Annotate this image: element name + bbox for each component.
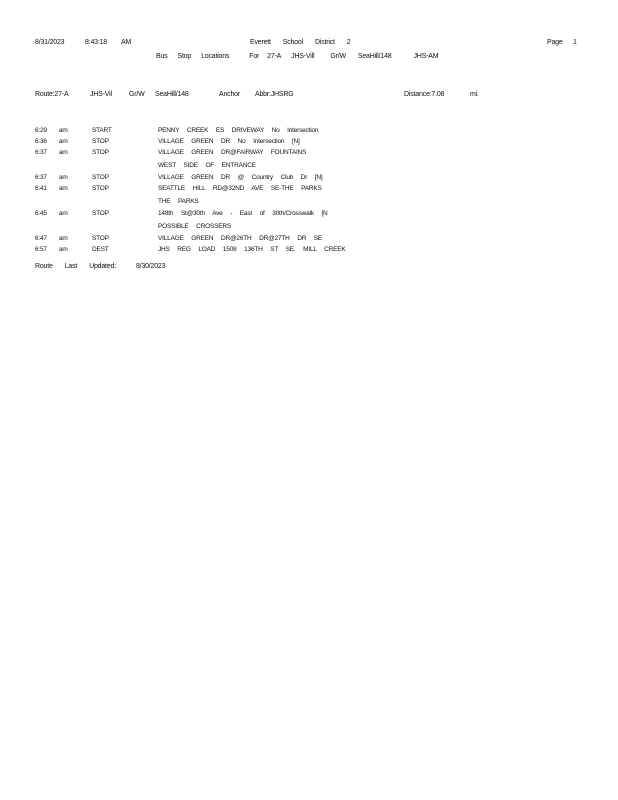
stop-ampm: am xyxy=(59,246,68,253)
stop-type: START xyxy=(92,127,112,134)
subtitle-word: JHS-Vill xyxy=(291,53,315,60)
stop-type: STOP xyxy=(92,235,109,242)
stop-description: VILLAGE GREEN DR@26TH DR@27TH DR SE xyxy=(158,235,323,242)
route-distance-unit: mi. xyxy=(470,91,479,98)
stop-ampm: am xyxy=(59,138,68,145)
stop-type: STOP xyxy=(92,138,109,145)
footer-updated-label: Updated: xyxy=(89,263,116,270)
title-word: District xyxy=(315,39,335,46)
stop-description: 148th St@30th Ave - East of 30th/Crosswalk [N xyxy=(158,210,328,217)
stop-description-continued: WEST SIDE OF ENTRANCE xyxy=(158,162,256,169)
title-word: Everett xyxy=(250,39,271,46)
stop-time: 6:45 xyxy=(35,210,47,217)
title-word: School xyxy=(282,39,303,46)
route-distance: Distance:7.08 xyxy=(404,91,445,98)
report-date: 8/31/2023 xyxy=(35,39,65,46)
footer-route-label: Route xyxy=(35,263,53,270)
stop-time: 6:29 xyxy=(35,127,47,134)
stop-type: DEST xyxy=(92,246,109,253)
report-title xyxy=(250,38,363,47)
stop-description-continued: POSSIBLE CROSSERS xyxy=(158,223,232,230)
subtitle-word: Bus xyxy=(156,53,168,60)
route-label: Route:27-A xyxy=(35,91,69,98)
route-anchor: Anchor xyxy=(219,91,240,98)
subtitle-word: For xyxy=(249,53,260,60)
route-seahill: SeaHill/148 xyxy=(155,91,189,98)
stop-time: 6:36 xyxy=(35,138,47,145)
title-word: 2 xyxy=(346,39,351,46)
stop-type: STOP xyxy=(92,185,109,192)
stop-time: 6:57 xyxy=(35,246,47,253)
stop-type: STOP xyxy=(92,149,109,156)
stop-ampm: am xyxy=(59,185,68,192)
route-school: JHS-Vil xyxy=(90,91,112,98)
stop-description: VILLAGE GREEN DR No Intersection [N] xyxy=(158,138,300,145)
subtitle-word: Gr/W xyxy=(330,53,346,60)
stop-ampm: am xyxy=(59,149,68,156)
stop-description: VILLAGE GREEN DR@FAIRWAY FOUNTAINS xyxy=(158,149,307,156)
route-grw: Gr/W xyxy=(129,91,145,98)
route-updated xyxy=(35,262,165,271)
stop-type: STOP xyxy=(92,174,109,181)
stop-description: VILLAGE GREEN DR @ Country Club Dr [N] xyxy=(158,174,323,181)
route-abbr: Abbr:JHSRG xyxy=(255,91,294,98)
stop-ampm: am xyxy=(59,210,68,217)
stop-time: 6:37 xyxy=(35,149,47,156)
stop-time: 6:41 xyxy=(35,185,47,192)
stop-type: STOP xyxy=(92,210,109,217)
subtitle-word: SeaHill/148 xyxy=(357,53,392,60)
subtitle-word: JHS-AM xyxy=(413,53,439,60)
stop-time: 6:37 xyxy=(35,174,47,181)
stop-description: SEATTLE HILL RD@32ND AVE SE-THE PARKS xyxy=(158,185,322,192)
subtitle-word: Stop xyxy=(177,53,192,60)
stop-ampm: am xyxy=(59,127,68,134)
stop-time: 6:47 xyxy=(35,235,47,242)
stop-ampm: am xyxy=(59,174,68,181)
report-subtitle xyxy=(156,52,450,61)
report-ampm: AM xyxy=(121,39,132,46)
stop-description: PENNY CREEK ES DRIVEWAY No Intersection xyxy=(158,127,319,134)
stop-ampm: am xyxy=(59,235,68,242)
stop-description: JHS REG LOAD 1508 136TH ST SE, MILL CREEK xyxy=(158,246,346,253)
stop-description-continued: THE PARKS xyxy=(158,198,199,205)
subtitle-word: 27-A xyxy=(267,53,282,60)
footer-updated-date: 8/30/2023 xyxy=(135,263,166,270)
footer-last-label: Last xyxy=(64,263,78,270)
page-label: Page xyxy=(547,39,563,46)
report-time: 8:43:18 xyxy=(85,39,107,46)
page-number: 1 xyxy=(573,39,577,46)
subtitle-word: Locations xyxy=(201,53,230,60)
